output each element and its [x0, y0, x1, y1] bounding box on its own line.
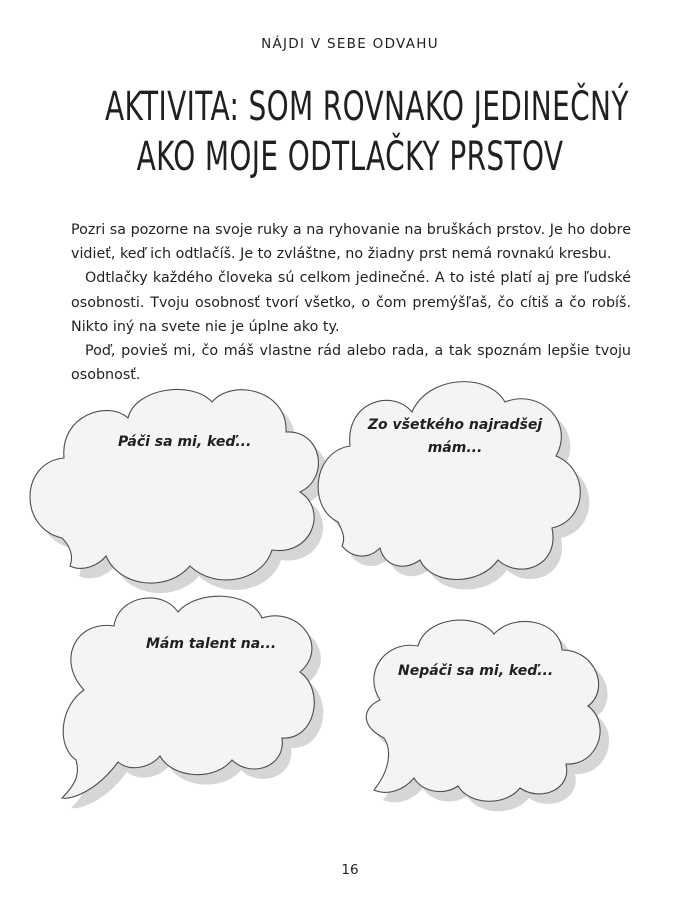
bubble-favorite-line-2: mám...: [427, 440, 483, 456]
bubble-like-text: Páči sa mi, keď...: [118, 434, 252, 450]
running-head: NÁJDI V SEBE ODVAHU: [261, 36, 439, 52]
bubble-favorite-text: [360, 414, 550, 460]
page-number: 16: [341, 862, 359, 878]
title-line-2: AKO MOJE ODTLAČKY PRSTOV: [136, 134, 564, 180]
bubble-like: [30, 389, 327, 593]
paragraph: Poď, povieš mi, čo máš vlastne rád alebo rada, a tak spoznám lepšie tvoju osobnosť.: [71, 343, 631, 384]
bubble-favorite: [318, 382, 589, 590]
bubble-favorite-line-1: Zo všetkého najradšej: [367, 417, 543, 433]
bubble-talent-text: Mám talent na...: [146, 636, 277, 652]
bubble-talent: [62, 596, 323, 808]
bubble-dislike: [366, 620, 609, 811]
paragraph: Pozri sa pozorne na svoje ruky a na ryhovanie na bruškách prstov. Je ho dobre vidieť, keď ich odtlačíš. Je to zvláštne, no žiadny prst nemá rovnakú kresbu.: [71, 222, 631, 263]
paragraph: Odtlačky každého človeka sú celkom jedinečné. A to isté platí aj pre ľudské osobnosti. Tvoju osobnosť tvorí všetko, o čom premýšľaš, čo cítiš a čo robíš. Nikto iný na svete nie je úplne ako ty.: [71, 270, 631, 335]
title-line-1: AKTIVITA: SOM ROVNAKO JEDINEČNÝ: [105, 84, 629, 130]
bubble-dislike-text: Nepáči sa mi, keď...: [398, 663, 554, 679]
